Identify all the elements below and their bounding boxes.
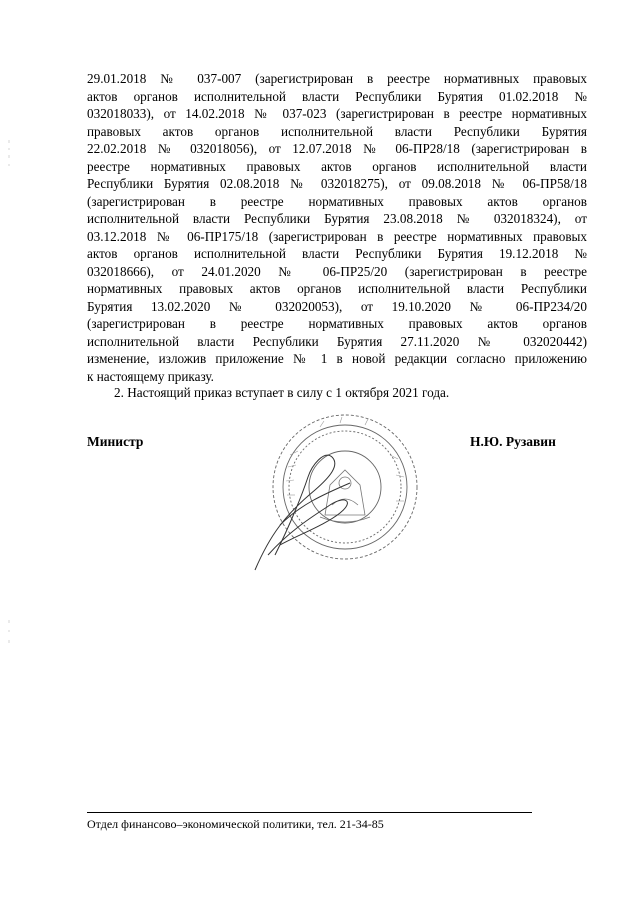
body-line: правовых актов органов исполнительной власти Республики Бурятия	[87, 123, 587, 139]
scan-margin-marks	[6, 140, 12, 660]
signatory-name: Н.Ю. Рузавин	[470, 434, 556, 449]
body-line: нормативных правовых актов органов исполнительной власти Республики	[87, 281, 587, 296]
body-line: Бурятия 13.02.2020 № 032020053), от 19.10.2020 № 06-ПР234/20	[87, 298, 587, 314]
footer-department-contact: Отдел финансово–экономической политики, тел. 21-34-85	[87, 817, 384, 831]
body-paragraph-2: 2. Настоящий приказ вступает в силу с 1 октября 2021 года.	[114, 385, 450, 400]
body-line: исполнительной власти Республики Бурятия 23.08.2018 № 032018324), от	[87, 211, 587, 226]
body-line: изменение, изложив приложение № 1 в новой редакции согласно приложению	[87, 351, 587, 366]
body-line: (зарегистрирован в реестре нормативных правовых актов органов	[87, 316, 587, 331]
body-line: актов органов исполнительной власти Республики Бурятия 01.02.2018 №	[87, 88, 587, 104]
body-line: актов органов исполнительной власти Республики Бурятия 19.12.2018 №	[87, 246, 587, 261]
body-line: Республики Бурятия 02.08.2018 № 032018275), от 09.08.2018 № 06-ПР58/18	[87, 176, 587, 191]
body-paragraph-1	[87, 70, 587, 385]
official-seal-and-signature	[220, 405, 420, 585]
body-line: 032018666), от 24.01.2020 № 06-ПР25/20 (зарегистрирован в реестре	[87, 263, 587, 279]
footer-divider	[87, 812, 532, 813]
body-line: 22.02.2018 № 032018056), от 12.07.2018 № 06-ПР28/18 (зарегистрирован в	[87, 141, 587, 156]
body-line: 032018033), от 14.02.2018 № 037-023 (зарегистрирован в реестре нормативных	[87, 106, 587, 121]
body-line: к настоящему приказу.	[87, 368, 214, 384]
body-line: исполнительной власти Республики Бурятия 27.11.2020 № 032020442)	[87, 333, 587, 349]
body-line: реестре нормативных правовых актов органов исполнительной власти	[87, 158, 587, 174]
signatory-title: Министр	[87, 434, 144, 449]
body-line: (зарегистрирован в реестре нормативных правовых актов органов	[87, 193, 587, 209]
body-line: 29.01.2018 № 037-007 (зарегистрирован в реестре нормативных правовых	[87, 71, 587, 86]
body-line: 03.12.2018 № 06-ПР175/18 (зарегистрирован в реестре нормативных правовых	[87, 228, 587, 244]
